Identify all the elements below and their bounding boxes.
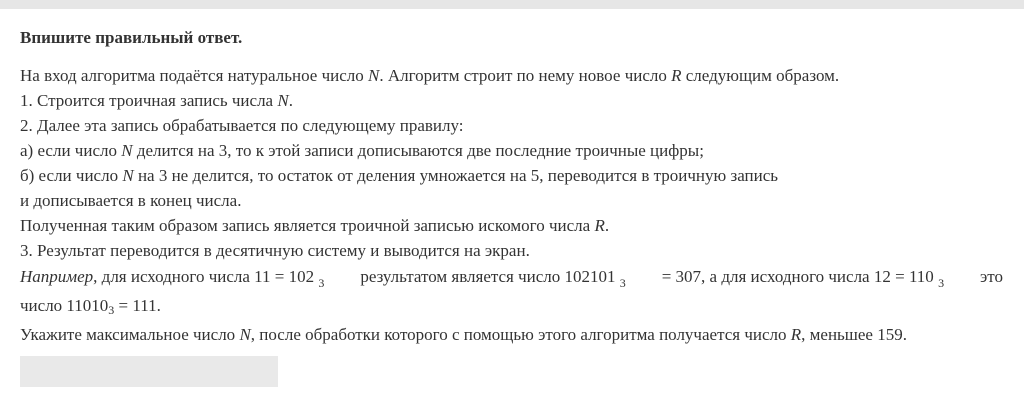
top-divider-bar xyxy=(0,0,1024,9)
var-n: N xyxy=(122,166,134,185)
result-text-b: . xyxy=(604,216,610,235)
example-part-2 xyxy=(360,263,625,292)
base-subscript: 3 xyxy=(619,276,626,290)
var-r: R xyxy=(790,325,802,344)
result-line xyxy=(20,213,1010,238)
intro-text-b: . Алгоритм строит по нему новое число xyxy=(379,66,672,85)
task-content xyxy=(20,27,1010,349)
rule-b-line xyxy=(20,163,1010,188)
intro-text-c: следующим образом. xyxy=(681,66,840,85)
task-heading: Впишите правильный ответ. xyxy=(20,28,243,47)
question-text-a: Укажите максимальное число xyxy=(20,325,240,344)
rule-a-text-b: делится на 3, то к этой записи дописываются две последние троичные цифры; xyxy=(132,141,704,160)
question-text-b: , после обработки которого с помощью этого алгоритма получается число xyxy=(250,325,791,344)
example-line-1 xyxy=(20,263,1003,292)
intro-line xyxy=(20,63,1010,88)
rule-a-text-a: а) если число xyxy=(20,141,122,160)
example-text-3: = 307, а для исходного числа 12 = 110 xyxy=(661,267,934,286)
example-text-6: = 111. xyxy=(114,296,161,315)
var-n: N xyxy=(121,141,133,160)
result-text-a: Полученная таким образом запись является троичной записью искомого числа xyxy=(20,216,595,235)
var-n: N xyxy=(277,91,289,110)
question-text-c: , меньшее 159. xyxy=(801,325,907,344)
rule-b-continuation: и дописывается в конец числа. xyxy=(20,191,242,210)
var-n: N xyxy=(368,66,380,85)
question-line xyxy=(20,321,1010,349)
base-subscript: 3 xyxy=(938,276,945,290)
example-part-1 xyxy=(20,263,324,292)
var-r: R xyxy=(594,216,605,235)
rule-b-text-b: на 3 не делится, то остаток от деления умножается на 5, переводится в троичную запись xyxy=(133,166,779,185)
example-text-4: это xyxy=(979,267,1003,286)
answer-input[interactable] xyxy=(20,356,278,387)
step1-text-b: . xyxy=(288,91,293,110)
base-subscript: 3 xyxy=(108,303,115,317)
example-label: Например xyxy=(20,267,94,286)
var-n: N xyxy=(239,325,251,344)
example-text-1: , для исходного числа 11 = 102 xyxy=(93,267,315,286)
example-text-2: результатом является число 102101 xyxy=(360,267,616,286)
example-line-2 xyxy=(20,292,1010,321)
var-r: R xyxy=(671,66,682,85)
rule-a-line xyxy=(20,138,1010,163)
step2-line: 2. Далее эта запись обрабатывается по следующему правилу: xyxy=(20,116,464,135)
example-text-5: число 11010 xyxy=(20,296,109,315)
step3-line: 3. Результат переводится в десятичную систему и выводится на экран. xyxy=(20,241,530,260)
step1-line xyxy=(20,88,1010,113)
intro-text-a: На вход алгоритма подаётся натуральное число xyxy=(20,66,369,85)
rule-b-text-a: б) если число xyxy=(20,166,123,185)
step1-text-a: 1. Строится троичная запись числа xyxy=(20,91,278,110)
example-part-3 xyxy=(662,263,944,292)
base-subscript: 3 xyxy=(318,276,325,290)
